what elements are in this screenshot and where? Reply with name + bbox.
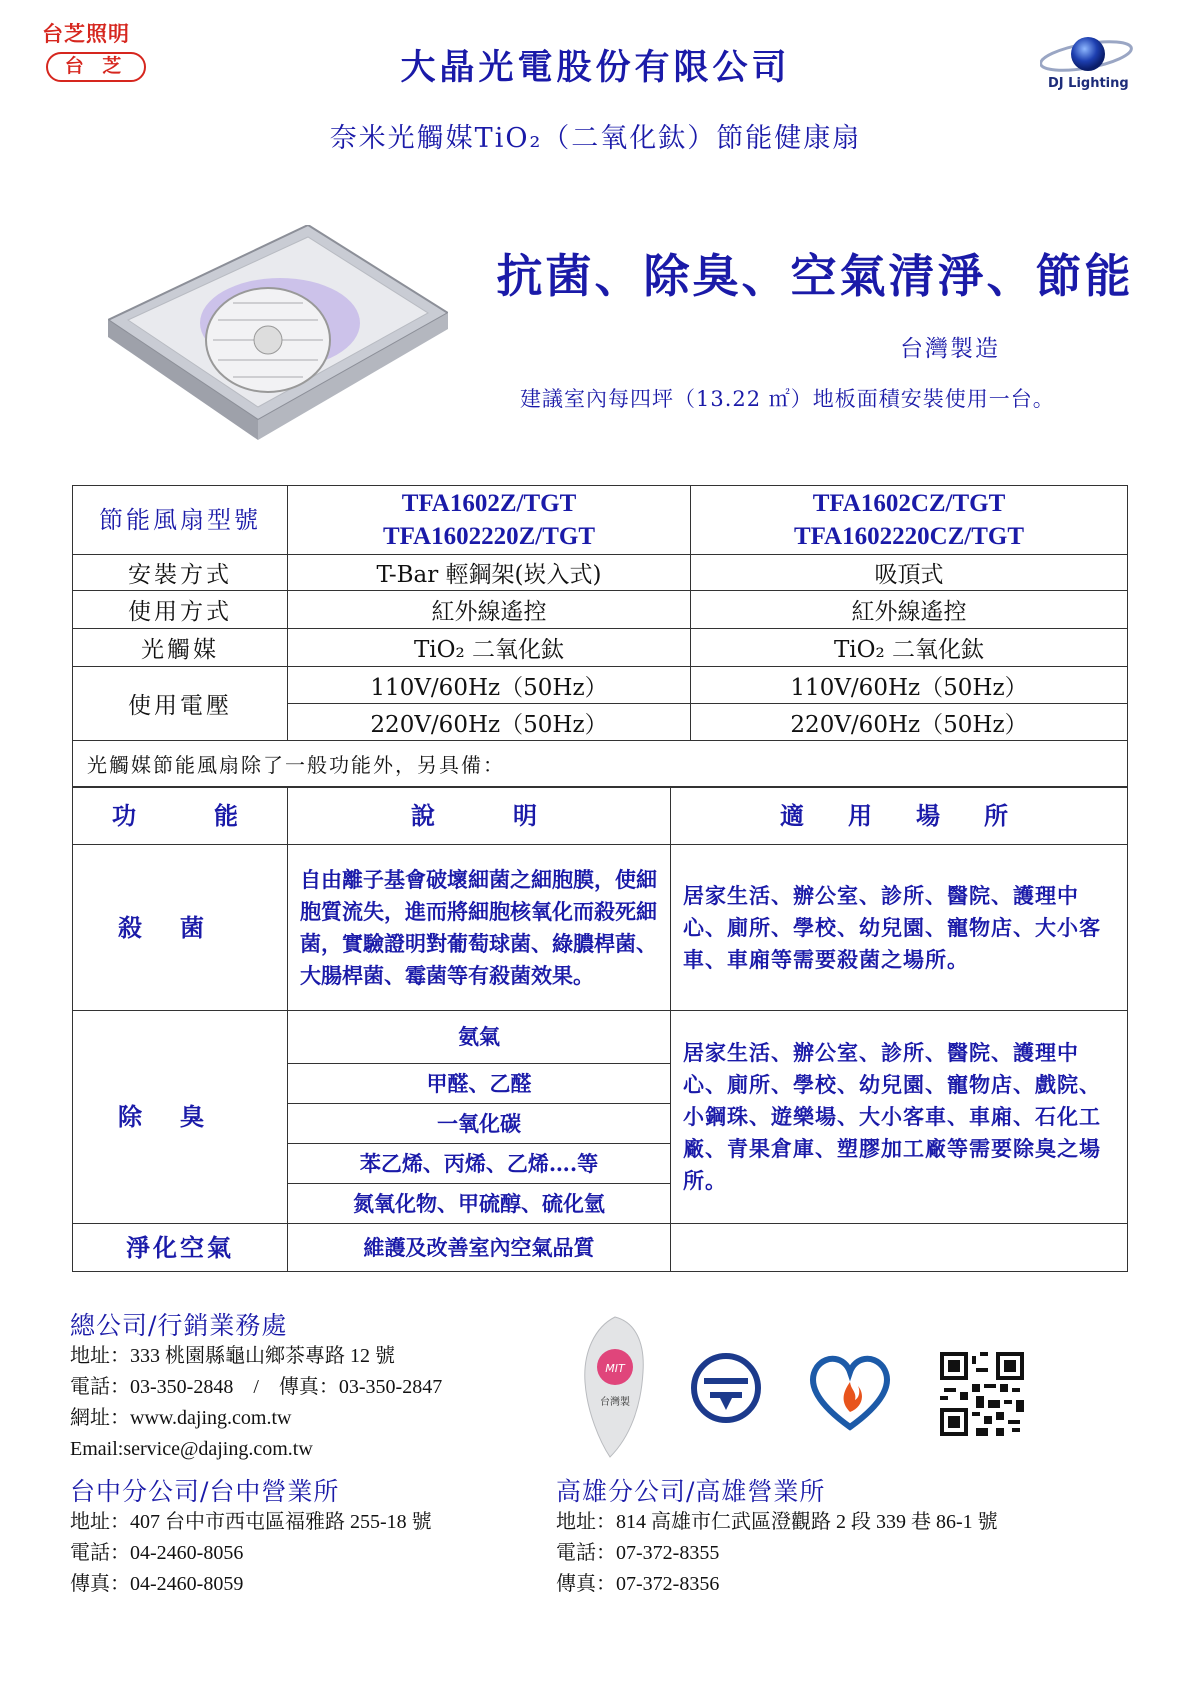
- table-row: [73, 591, 1128, 629]
- usage-a: 紅外線遙控: [288, 591, 691, 629]
- hq-title: 總公司/行銷業務處: [70, 1311, 288, 1340]
- gas-item: 甲醛、乙醛: [288, 1064, 671, 1104]
- voltage-a-110: 110V/60Hz（50Hz）: [288, 667, 691, 704]
- hq-email[interactable]: Email:service@dajing.com.tw: [70, 1438, 313, 1460]
- gas-item: 氮氧化物、甲硫醇、硫化氫: [288, 1184, 671, 1224]
- table-row: [73, 741, 1128, 787]
- installation-recommendation: 建議室內每四坪（13.22 ㎡）地板面積安裝使用一台。: [520, 387, 1055, 411]
- catalyst-a: TiO₂ 二氧化鈦: [288, 629, 691, 667]
- voltage-a-220: 220V/60Hz（50Hz）: [288, 704, 691, 741]
- table-row: [73, 1224, 1128, 1272]
- product-subtitle: 奈米光觸媒TiO₂（二氧化鈦）節能健康扇: [329, 123, 862, 154]
- mit-mark: MIT: [605, 1362, 625, 1375]
- taichung-contact: [70, 1476, 432, 1600]
- header-description: 說 明: [288, 788, 671, 845]
- qr-code[interactable]: [940, 1352, 1024, 1436]
- ceiling-fan-photo: [108, 225, 448, 445]
- taichung-phone: 電話：04-2460-8056: [70, 1542, 244, 1564]
- usage-b: 紅外線遙控: [691, 591, 1128, 629]
- table-header-row: [73, 788, 1128, 845]
- model-label: 節能風扇型號: [73, 486, 288, 555]
- gas-item: 苯乙烯、丙烯、乙烯….等: [288, 1144, 671, 1184]
- voltage-label: 使用電壓: [73, 667, 288, 741]
- mit-taiwan-badge: [575, 1312, 655, 1462]
- install-label: 安裝方式: [73, 555, 288, 591]
- hq-address: 地址：333 桃園縣龜山鄉茶專路 12 號: [70, 1345, 395, 1367]
- purify-desc: 維護及改善室內空氣品質: [288, 1224, 671, 1272]
- table-row: [73, 629, 1128, 667]
- mit-sub: 台灣製: [600, 1397, 630, 1408]
- bsmi-mark-icon: [690, 1352, 762, 1424]
- model-a-line-2: TFA1602220Z/TGT: [382, 523, 596, 550]
- taichung-fax: 傳真：04-2460-8059: [70, 1573, 244, 1595]
- table-row: [73, 845, 1128, 1011]
- function-table: [72, 787, 1128, 1272]
- sterilize-name: 殺菌: [73, 845, 288, 1011]
- gas-item: 一氧化碳: [288, 1104, 671, 1144]
- install-a: T-Bar 輕鋼架(崁入式): [288, 555, 691, 591]
- model-a-line-1: TFA1602Z/TGT: [401, 490, 577, 517]
- purify-name: 淨化空氣: [73, 1224, 288, 1272]
- table-row: [73, 555, 1128, 591]
- install-b: 吸頂式: [691, 555, 1128, 591]
- hq-phone: 電話：03-350-2848 / 傳真：03-350-2847: [70, 1376, 443, 1398]
- toshiba-logo: 台 芝: [46, 52, 146, 82]
- spec-table: [72, 485, 1128, 787]
- sterilize-place: 居家生活、辦公室、診所、醫院、護理中心、廁所、學校、幼兒園、寵物店、大小客車、車廂等需要殺菌之場所。: [671, 845, 1128, 1011]
- voltage-b-220: 220V/60Hz（50Hz）: [691, 704, 1128, 741]
- usage-label: 使用方式: [73, 591, 288, 629]
- hq-contact: [70, 1310, 442, 1465]
- header-places: 適 用 場 所: [671, 788, 1128, 845]
- toshiba-brand: 台芝照明: [42, 22, 130, 46]
- header-function: 功 能: [73, 788, 288, 845]
- taichung-address: 地址：407 台中市西屯區福雅路 255-18 號: [70, 1511, 432, 1533]
- energy-saving-heart-icon: [805, 1352, 895, 1432]
- deodorize-place: 居家生活、辦公室、診所、醫院、護理中心、廁所、學校、幼兒園、寵物店、戲院、小鋼珠、遊樂場、大小客車、車廂、石化工廠、青果倉庫、塑膠加工廠等需要除臭之場所。: [671, 1011, 1128, 1224]
- table-row: [73, 486, 1128, 555]
- hq-website[interactable]: 網址：www.dajing.com.tw: [70, 1407, 292, 1429]
- catalyst-b: TiO₂ 二氧化鈦: [691, 629, 1128, 667]
- kaohsiung-phone: 電話：07-372-8355: [556, 1542, 720, 1564]
- dj-lighting-text: DJ Lighting: [1048, 76, 1129, 91]
- kaohsiung-contact: [556, 1476, 998, 1600]
- company-name: 大晶光電股份有限公司: [400, 47, 791, 88]
- kaohsiung-fax: 傳真：07-372-8356: [556, 1573, 720, 1595]
- taichung-title: 台中分公司/台中營業所: [70, 1477, 340, 1506]
- deodorize-name: 除臭: [73, 1011, 288, 1224]
- feature-note: 光觸媒節能風扇除了一般功能外，另具備：: [73, 741, 1128, 787]
- purify-place: [671, 1224, 1128, 1272]
- model-a: [288, 486, 691, 555]
- model-b: [691, 486, 1128, 555]
- catalyst-label: 光觸媒: [73, 629, 288, 667]
- table-row: [73, 667, 1128, 704]
- model-b-line-2: TFA1602220CZ/TGT: [793, 523, 1025, 550]
- sterilize-desc: 自由離子基會破壞細菌之細胞膜，使細胞質流失，進而將細胞核氧化而殺死細菌，實驗證明對葡萄球菌、綠膿桿菌、大腸桿菌、霉菌等有殺菌效果。: [288, 845, 671, 1011]
- model-b-line-1: TFA1602CZ/TGT: [812, 490, 1006, 517]
- gas-item: 氨氣: [288, 1011, 671, 1064]
- headline: 抗菌、除臭、空氣清淨、節能: [496, 249, 1134, 303]
- kaohsiung-title: 高雄分公司/高雄營業所: [556, 1477, 826, 1506]
- table-row: [73, 1011, 1128, 1064]
- voltage-b-110: 110V/60Hz（50Hz）: [691, 667, 1128, 704]
- kaohsiung-address: 地址：814 高雄市仁武區澄觀路 2 段 339 巷 86-1 號: [556, 1511, 998, 1533]
- made-in-taiwan: 台灣製造: [900, 336, 1000, 362]
